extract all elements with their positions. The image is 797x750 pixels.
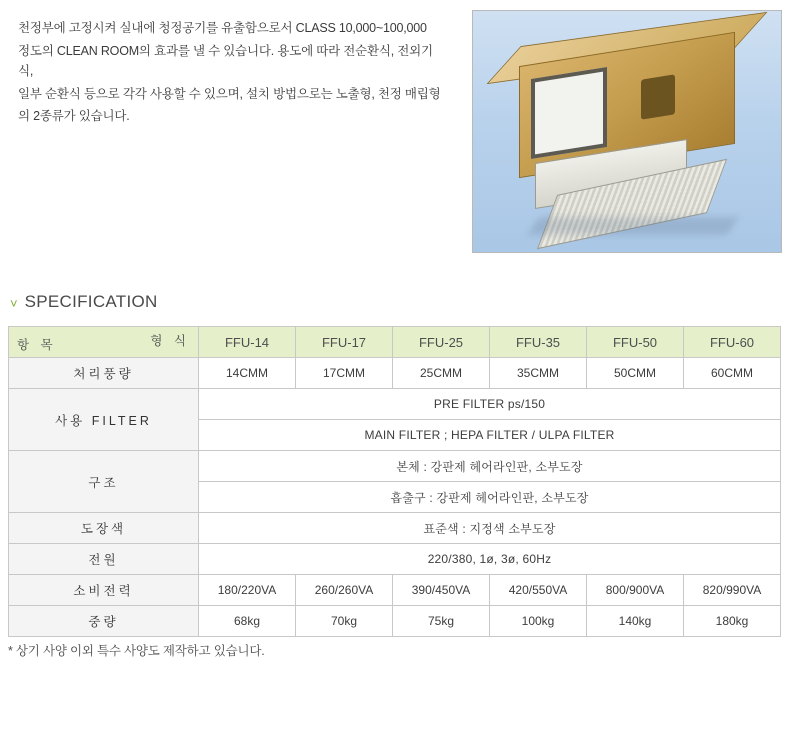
footnote: * 상기 사양 이외 특수 사양도 제작하고 있습니다. [8,644,265,658]
specification-heading [10,292,158,312]
row-label: 전원 [9,544,199,575]
table-cell: 75kg [393,606,490,637]
page-title: SPECIFICATION [24,292,158,311]
table-cell: 140kg [587,606,684,637]
table-cell: 420/550VA [490,575,587,606]
table-column-header: FFU-35 [490,327,587,358]
table-header-row [9,327,781,358]
specification-table-wrapper [8,326,780,637]
chevron-down-icon: ˅ [10,295,18,311]
product-photo-shadow [528,217,738,235]
table-cell: 본체 : 강판제 헤어라인판, 소부도장 [199,451,781,482]
table-column-header: FFU-25 [393,327,490,358]
specification-table [8,326,781,637]
table-cell: 17CMM [296,358,393,389]
intro-line: 천정부에 고정시켜 실내에 청정공기를 유출함으로서 CLASS 10,000~100,000 [18,21,427,35]
intro-paragraph [18,18,448,127]
table-cell: 68kg [199,606,296,637]
table-cell: 60CMM [684,358,781,389]
table-cell: PRE FILTER ps/150 [199,389,781,420]
table-cell: 180kg [684,606,781,637]
table-cell: 260/260VA [296,575,393,606]
product-photo-filter-panel [531,67,607,159]
table-cell: MAIN FILTER ; HEPA FILTER / ULPA FILTER [199,420,781,451]
product-photo-inlet-opening [641,74,675,119]
table-column-header: FFU-60 [684,327,781,358]
table-row [9,575,781,606]
table-cell: 표준색 : 지정색 소부도장 [199,513,781,544]
table-cell: 70kg [296,606,393,637]
row-axis-label: 항 목 [17,338,57,352]
intro-section [18,18,448,129]
table-row [9,358,781,389]
table-cell: 25CMM [393,358,490,389]
table-column-header: FFU-17 [296,327,393,358]
row-label: 도장색 [9,513,199,544]
row-label: 소비전력 [9,575,199,606]
intro-line: 의 2종류가 있습니다. [18,109,130,123]
intro-line: 일부 순환식 등으로 각각 사용할 수 있으며, 설치 방법으로는 노출형, 천정 매립형 [18,86,441,101]
table-cell: 흡출구 : 강판제 헤어라인판, 소부도장 [199,482,781,513]
table-cell: 35CMM [490,358,587,389]
table-row [9,606,781,637]
row-label: 처리풍량 [9,358,199,389]
table-row [9,389,781,420]
product-photo [472,10,782,253]
intro-line: 정도의 CLEAN ROOM의 효과를 낼 수 있습니다. 용도에 따라 전순환식, 전외기식, [18,43,433,78]
table-cell: 390/450VA [393,575,490,606]
table-cell: 220/380, 1ø, 3ø, 60Hz [199,544,781,575]
row-label: 중량 [9,606,199,637]
column-axis-label: 형 식 [150,334,190,348]
table-cell: 180/220VA [199,575,296,606]
table-cell: 50CMM [587,358,684,389]
table-cell: 100kg [490,606,587,637]
table-cell: 800/900VA [587,575,684,606]
table-column-header: FFU-14 [199,327,296,358]
row-label: 구조 [9,451,199,513]
table-row [9,451,781,482]
table-cell: 14CMM [199,358,296,389]
table-row [9,513,781,544]
table-row [9,544,781,575]
table-cell: 820/990VA [684,575,781,606]
table-column-header: FFU-50 [587,327,684,358]
row-label: 사용 FILTER [9,389,199,451]
table-corner-cell [9,327,199,358]
